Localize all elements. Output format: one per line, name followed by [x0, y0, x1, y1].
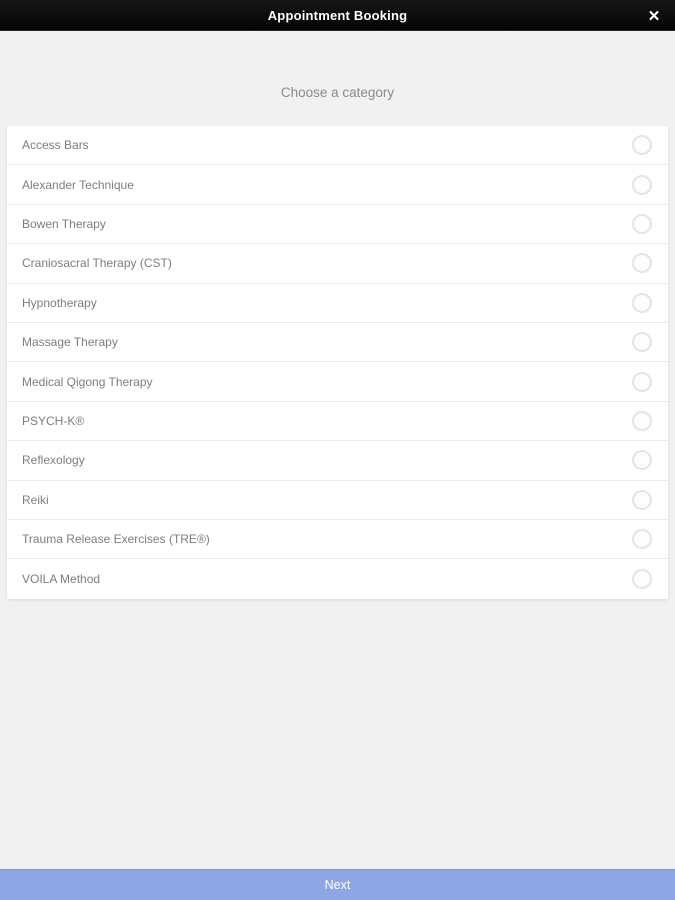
- category-row[interactable]: [7, 559, 668, 598]
- header-bar: [0, 0, 675, 31]
- category-label: Reflexology: [22, 453, 85, 468]
- category-list: [7, 126, 668, 599]
- radio-button-icon[interactable]: [632, 293, 652, 313]
- category-label: Reiki: [22, 492, 49, 507]
- choose-category-heading: Choose a category: [280, 85, 395, 100]
- category-label: Alexander Technique: [22, 177, 134, 192]
- category-label: Bowen Therapy: [22, 216, 106, 231]
- category-row[interactable]: [7, 441, 668, 480]
- radio-button-icon[interactable]: [632, 411, 652, 431]
- category-row[interactable]: [7, 205, 668, 244]
- category-row[interactable]: [7, 481, 668, 520]
- radio-button-icon[interactable]: [632, 175, 652, 195]
- category-row[interactable]: [7, 323, 668, 362]
- category-label: Trauma Release Exercises (TRE®): [22, 532, 210, 547]
- category-label: Hypnotherapy: [22, 295, 97, 310]
- radio-button-icon[interactable]: [632, 529, 652, 549]
- close-icon[interactable]: ✕: [639, 0, 669, 31]
- category-row[interactable]: [7, 165, 668, 204]
- radio-button-icon[interactable]: [632, 253, 652, 273]
- category-label: Craniosacral Therapy (CST): [22, 256, 172, 271]
- category-label: PSYCH-K®: [22, 413, 85, 428]
- category-label: Massage Therapy: [22, 335, 118, 350]
- category-row[interactable]: [7, 244, 668, 283]
- radio-button-icon[interactable]: [632, 332, 652, 352]
- radio-button-icon[interactable]: [632, 569, 652, 589]
- category-row[interactable]: [7, 520, 668, 559]
- category-label: Medical Qigong Therapy: [22, 374, 153, 389]
- category-label: Access Bars: [22, 138, 89, 153]
- category-label: VOILA Method: [22, 571, 101, 586]
- radio-button-icon[interactable]: [632, 214, 652, 234]
- category-row[interactable]: [7, 126, 668, 165]
- category-row[interactable]: [7, 402, 668, 441]
- category-row[interactable]: [7, 362, 668, 401]
- next-button[interactable]: Next: [0, 869, 675, 900]
- radio-button-icon[interactable]: [632, 490, 652, 510]
- page-title: Appointment Booking: [267, 7, 408, 23]
- category-row[interactable]: [7, 284, 668, 323]
- radio-button-icon[interactable]: [632, 135, 652, 155]
- radio-button-icon[interactable]: [632, 450, 652, 470]
- footer-spacer: [0, 599, 675, 869]
- radio-button-icon[interactable]: [632, 372, 652, 392]
